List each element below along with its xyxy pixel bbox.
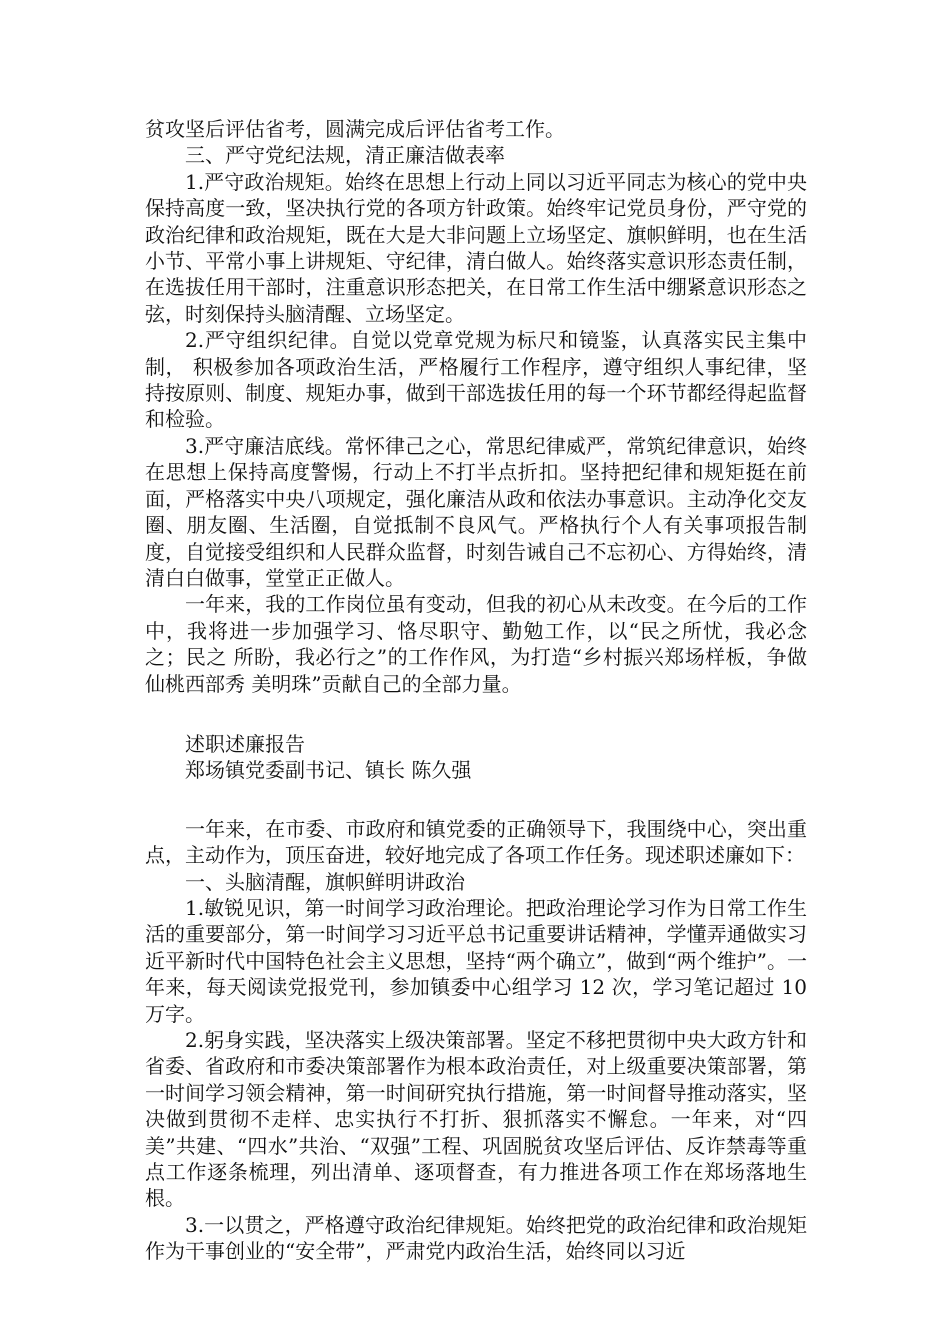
section-heading-discipline: 三、严守党纪法规，清正廉洁做表率 (185, 143, 505, 168)
paragraph-implement-decisions: 2.躬身实践，坚决落实上级决策部署。坚定不移把贯彻中央大政方针和省委、省政府和市委决策部署作为根本政治责任，对上级重要决策部署，第一时间学习领会精神，第一时间研究执行措施，第一时间督导推动落实，坚决做到贯彻不走样、忠实执行不打折、狠抓落实不懈怠。一年来，对“四美”共建、“四水”共治、“双强”工程、巩固脱贫攻坚后评估、反诈禁毒等重点工作逐条梳理，列出清单、逐项督查，有力推进各项工作在郑场落地生根。 (145, 1028, 807, 1211)
paragraph-political-discipline: 3.一以贯之，严格遵守政治纪律规矩。始终把党的政治纪律和政治规矩作为干事创业的“安全带”，严肃党内政治生活，始终同以习近 (145, 1212, 807, 1264)
paragraph-closing: 一年来，我的工作岗位虽有变动，但我的初心从未改变。在今后的工作中，我将进一步加强学习、恪尽职守、勤勉工作，以“民之所忧，我必念之；民之 所盼，我必行之”的工作作风，为打造“乡村振兴郑场样板，争做仙桃西部秀 美明珠”贡献自己的全部力量。 (145, 592, 807, 696)
spacer (145, 784, 807, 816)
paragraph-political-rules: 1.严守政治规矩。始终在思想上行动上同以习近平同志为核心的党中央 保持高度一致，坚决执行党的各项方针政策。始终牢记党员身份，严守党的政治纪律和政治规矩，既在大是大非问题上立场坚定、旗帜鲜明，也在生活小节、平常小事上讲规矩、守纪律，清白做人。始终落实意识形态责任制，在选拔任用干部时，注重意识形态把关，在日常工作生活中绷紧意识形态之弦，时刻保持头脑清醒、立场坚定。 (145, 169, 807, 326)
continuation-paragraph: 贫攻坚后评估省考，圆满完成后评估省考工作。 (145, 117, 565, 141)
paragraph-theory-study: 1.敏锐见识，第一时间学习政治理论。把政治理论学习作为日常工作生活的重要部分，第一时间学习习近平总书记重要讲话精神，学懂弄通做实习近平新时代中国特色社会主义思想，坚持“两个确立”，做到“两个维护”。一年来，每天阅读党报党刊，参加镇委中心组学习 12 次，学习笔记超过 10 万字。 (145, 895, 807, 1026)
paragraph-integrity-bottom-line: 3.严守廉洁底线。常怀律己之心，常思纪律威严，常筑纪律意识，始终在思想上保持高度警惕，行动上不打半点折扣。坚持把纪律和规矩挺在前面，严格落实中央八项规定，强化廉洁从政和依法办事意识。主动净化交友圈、朋友圈、生活圈，自觉抵制不良风气。严格执行个人有关事项报告制度，自觉接受组织和人民群众监督，时刻告诫自己不忘初心、方得始终，清清白白做事，堂堂正正做人。 (145, 433, 807, 590)
spacer (145, 697, 807, 731)
document-body (145, 116, 807, 1265)
report-author: 郑场镇党委副书记、镇长 陈久强 (185, 758, 472, 783)
paragraph-intro: 一年来，在市委、市政府和镇党委的正确领导下，我围绕中心，突出重点，主动作为，顶压奋进，较好地完成了各项工作任务。现述职述廉如下： (145, 816, 807, 868)
report-title: 述职述廉报告 (185, 731, 305, 756)
section-heading-politics: 一、头脑清醒，旗帜鲜明讲政治 (185, 869, 465, 894)
paragraph-organizational-discipline: 2.严守组织纪律。自觉以党章党规为标尺和镜鉴，认真落实民主集中制， 积极参加各项政治生活，严格履行工作程序，遵守组织人事纪律，坚持按原则、制度、规矩办事，做到干部选拔任用的每一个环节都经得起监督和检验。 (145, 328, 807, 432)
